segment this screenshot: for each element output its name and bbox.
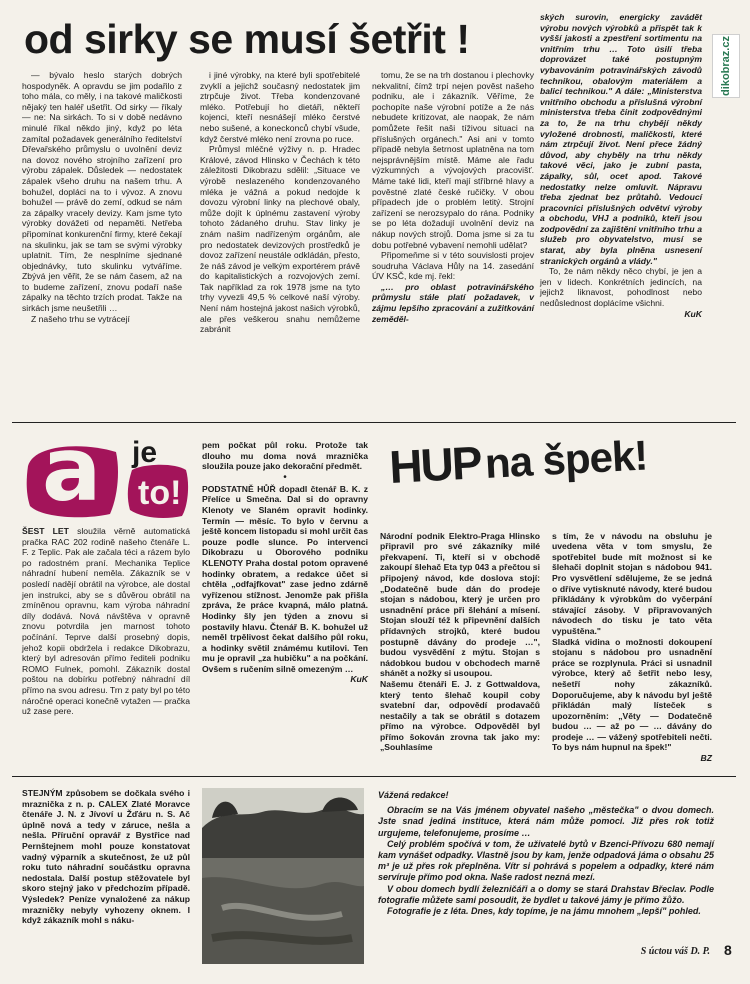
paragraph: Z našeho trhu se vytrácejí <box>31 313 130 324</box>
logo-letter: a <box>42 418 102 521</box>
logo-word-to: to! <box>138 474 182 512</box>
top-col-3 <box>372 70 534 324</box>
logo-word-je: je <box>132 436 158 469</box>
paragraph: Obracím se na Vás jménem obyvatel našeho „městečka" o dvou domech. Jste snad jediná instituce, která nám může pomoci. Již přes rok totiž urgujeme, telefonujeme, prosíme … <box>378 805 714 838</box>
top-col-4 <box>540 12 702 319</box>
paragraph: To, že nám někdy něco chybí, je jen a jen v lidech. Konkrétních jedincích, na jejichž liknavost, pohodlnost nebo nedůslednost doplácíme všichni. <box>540 266 702 309</box>
paragraph: Průmysl mléčné výživy n. p. Hradec Králové, závod Hlinsko v Čechách k této záležitosti Dikobrazu sdělil: „Situace ve výrobě neslazeného kondenzovaného mléka je vážná a pokud nedojde k dovozu výrobní linky na plechové obaly, může dojít k úplnému zastavení výroby tohoto žádaného druhu. Stav linky je znám našim nadřízeným orgánům, ale pro nedostatek devizových prostředků je dovoz zařízení neustále odkládán, přesto, že náš závod je velkým exportérem právě do kapitalistických a rozvojových zemí. Tak například za rok 1978 jsme na tyto trhy vyvezli 49,5 % celkové naší výroby. Není nám hostejná jakost našich výrobků, ale přes veškerou snahu nemůžeme zabránit <box>200 144 360 335</box>
divider <box>12 776 736 777</box>
site-badge[interactable] <box>712 34 740 98</box>
hup-title <box>388 426 648 493</box>
paragraph: — bývalo heslo starých dobrých hospodyněk. A opravdu se jim podařilo z toho mála, co měly, i na takové maličkosti nějaký ten haléř ušetřit. Od sirky — říkaly — ne: Na sirkách. To si v době nedávno minulé říkal někdo jiný, když po léta zamítal požadavek generálního ředitelství Dřevařského průmyslu o uvolnění deviz na dovoz nového strojního zařízení pro výrobu zápalek. Důsledek — nedostatek zápalek všeho druhu na našem trhu. A bohužel, dopláci na to i vývoz. A znovu bohužel — právě do zemí, odkud se nám za zápalky vracely devizy. Kam jsme tyto výrobky dovážeti od nepaměti. Netřeba připomínat konkurenční firmy, které čekají na skulinku, jak se tam se svými výrobky uplatnit. Tím, že nesplníme sjednané objednávky, tuto skulinku vytváříme. Zbývá jen věřit, že se nám časem, až na to budeme zařízení, znovu podaří naše zápalky na těchto trzích prodat. Takže na sirkách jsme neušetřili … <box>22 70 182 314</box>
top-col-2 <box>200 70 360 335</box>
author-sign: BZ <box>700 753 712 764</box>
lead-caps: ŠEST LET <box>22 526 69 536</box>
quote: „… pro oblast potravinářského průmyslu stále platí požadavek, v zájmu lepšího zpracování a zužitkování zeměděl- <box>372 281 534 324</box>
author-sign: KuK <box>684 308 702 319</box>
letter-sign: S úctou váš D. P. <box>640 946 710 957</box>
letter-heading: Vážená redakce! <box>378 790 449 800</box>
paragraph: sloužila věrně automatická pračka RAC 202 rodině našeho čtenáře L. F. z Teplic. Pak ale začala téci a rázem bylo po radostném praní. Mechanika Teplice náhradní hubení neměla. Zákazník se v posledí nadějí obrátil na výrobce, ale dostal jen instrukci, aby se s důvěrou obrátil na zmíněnou opravnu, kam výroba náhradní díly dodává. Nová návštěva v opravně znovu potvrdila jen marnost tohoto počínání. Teprve další prosebný dopis, jehož kopii obdržela i redakce Dikobrazu, který byl adresován přímo řediteli podniku ROMO Fulnek, pomohl. Zákazník dostal poštou na dobírku potřebný náhradní díl přímo na svou adresu. Trn z paty byl po této náročné operaci konečně vytažen — pračka už zase pere. <box>22 526 190 717</box>
paragraph: Fotografie je z léta. Dnes, kdy topíme, je na jámu mnohem „lepší" pohled. <box>387 906 701 917</box>
paragraph: způsobem se dočkala svého i mraznička z n. p. CALEX Zlaté Moravce čtenáře J. N. z Jívoví u Žďáru n. S. Ač úplně nová a tedy v záruce, nešla a nešla. Příruční opravář z Bystřice nad Pernštejnem mohl pouze konstatovat vadný výparník a skutečnost, že už půl roku tuto náhradní součástku opravna nedostala. Další postup stěžovatele byl skoro stejný jako v předchozím případě. Výsledek? Peníze vynaložené za nákup mrazničky nebyly vyhozeny oknem. I když zákazník mohl s náku- <box>22 788 190 926</box>
photo-image <box>202 788 364 964</box>
mid-col-2 <box>202 440 368 685</box>
author-sign: KuK <box>350 674 368 685</box>
paragraph: Národní podnik Elektro-Praga Hlinsko připravil pro své zákazníky milé překvapení. Ti, kteří si v obchodě zakoupí šlehač Eta typ 043 a přečtou si připojený návod, kde doslova stojí: „Dodatečně bude dán do prodeje stojan s nádobou, který je určen pro usnadnění práce při šlehání a mísení. Stojan slouží též k připevnění dalších přídavných strojků, které budou postupně dávány do prodeje …", budou vysvědění z mýtu. Stojan s nádobkou budou v obchodech marně shánět a nožky si usoupou. Našemu čtenáři E. J. z Gottwaldova, který tento šlehač koupil coby svatební dar, odpovědí prodavačů nestačily a tak se obrátil s dotazem přímo na výrobce. Odpověděl byl přímo šokován zrovna tak jako my: „Souhlasíme <box>380 530 540 753</box>
paragraph: dopadl čtenář B. K. z Přelíce u Smečna. Dal si do opravny Klenoty ve Slaném opravit hodinky. Termín — měsíc. To bylo v červnu a ještě koncem listopadu si mohl určit čas pouze podle slunce. Po intervenci Dikobrazu u Oborového podniku KLENOTY Praha dostal potom opravené hodinky obratem, a redakce účet si chtěla „odfajfkovat" zase jedno zdárně vyřízenou stížnost. Jenomže pak přišla zpráva, že práce kvapná, málo platná. Hodinky šly jen týden a znovu si postavily hlavu. Čtenář B. K. bohužel už neměl trpělivost čekat dalšího půl roku, a hodinky světil známému kutilovi. Ten mu je opravil „za hubičku" a na počkání. Ovšem s ručením silně omezeným … <box>202 483 369 674</box>
paragraph: i jiné výrobky, na které byli spotřebitelé zvyklí a jejichž současný nedostatek jim ztrpčuje život. Třeba kondenzované mléko. Potřebují ho dietáři, někteří kojenci, kteří nesnášejí mléko čerstvé nebo sušené, a koneckonců chybí všude, když čerstvé mléko není zrovna po ruce. <box>200 70 360 144</box>
paragraph: Celý problém spočívá v tom, že uživatelé bytů v Bzenci-Přívozu 680 nemají kam vynášet odpadky. Vlastně jsou by kam, jenže odpadová jáma o obsahu 25 m³ je už přes rok přeplněna. Vítr si pohrává s popelem a odpadky, které nám servíruje přímo pod okna. Naše radost nezná mezí. <box>378 838 714 883</box>
site-badge-label: dikobraz.cz <box>720 36 732 96</box>
hup-rest: na špek! <box>483 431 649 487</box>
mid-col-3 <box>380 520 540 753</box>
paragraph: s tím, že v návodu na obsluhu je uvedena věta v tom smyslu, že spotřebitel bude mít možnost si ke šlehači doplnit stojan s nádobou 941. Pro vysvětlení sdělujeme, že se jedná o dříve vytisknuté návody, které budou přikládány k výrobkům do vyčerpání stávající zásoby. V připravovaných návodech do tisku je tato věta vypuštěna." Sladká vidina o možnosti dokoupení stojanu s nádobou pro usnadnění práce se rozplynula. Práci si usnadnil výrobce, který ač šetřit nebo lesy, nešetří nohy zákazníků. Doporučujeme, aby k návodu byl ještě přikládán malý lísteček s upozorněním: „Věty — Dodatečně budou … — až po — … dávány do prodeje … — vážený spotřebiteli nečti. To bys nám hupnul na špek!" <box>552 530 712 753</box>
bottom-letter <box>378 790 714 917</box>
bottom-col-1 <box>22 788 190 926</box>
top-col-1 <box>22 70 182 324</box>
paragraph: V obou domech bydlí železničáři a o domy se stará Drahstav Břeclav. Podle fotografie můžete sami posoudit, že bydlet u takové jámy je přímo žůžo. <box>378 883 714 905</box>
paragraph: tomu, že se na trh dostanou i plechovky nekvalitní, čímž trpí nejen pověst našeho podniku, ale i zákazník. Věříme, že pochopíte naše výrobní potíže a že nás nebudete kritizovat, ale naopak, že nám pomůžete řešit naši tíživou situaci na příslušných orgánech." Asi ani v tomto případě nebyla šetrnost uplatněna na tom nejsprávnějším místě. Máme ale řadu výzkumných a vývojových pracovišť. Máme také lidi, kteří mají stříbrné hlavy a pověstné zlaté české ručičky. V obou případech jde o problém letitý. Strojní zařízení se nerozsypalo do rána. Podniky se po léta dožadují uvolnění deviz na nákup nových strojů. Doma jsme si za tu dobu potřebné vybavení nemohli udělat? <box>372 70 534 250</box>
quote: ských surovin, energicky zavádět výrobu nových výrobků a přispět tak k vyšší jakosti a zpestření sortimentu na vnitřním trhu … Toto úsilí třeba doprovázet také postupným vybavováním potravinářských závodů technikou, obalovým materiálem a balicí technikou." A dále: „Ministerstva vnitřního obchodu a příslušná výrobní ministerstva třeba činit zodpovědnými za to, že na trhu chybějí někdy vyložené drobnosti, maličkosti, které nám ztrpčují život. Není přece žádný důvod, aby chyběly na trhu někdy takové věci, jako je zubní pasta, zápalky, sůl, ocet apod. Takové nedostatky nelze omluvit. Nápravu třeba zjednat bez průtahů. Vedoucí pracovníci příslušných odvětví výroby a obchodu, VHJ a podniků, kteří jsou zodpovědní za zajištění vnitřního trhu a služeb pro obyvatelstvo, musí se starat, aby byla plněna usnesení stranických orgánů a vlády." <box>540 12 702 266</box>
divider <box>12 422 736 423</box>
hup-word: HUP <box>388 436 482 493</box>
mid-col-1 <box>22 526 190 717</box>
photo-waste-pit <box>202 788 364 964</box>
page-number: 8 <box>724 942 732 958</box>
paragraph: pem počkat půl roku. Protože tak dlouho mu doma nová mraznička sloužila pouze jako dekorační předmět. <box>202 440 368 472</box>
article-title: od sirky se musí šetřit ! <box>24 16 470 62</box>
lead-caps: STEJNÝM <box>22 788 63 798</box>
paragraph: Připomeňme si v této souvislosti projev soudruha Václava Hůly na 14. zasedání ÚV KSČ, kde mj. řekl: <box>372 250 534 282</box>
lead-caps: PODSTATNĚ HŮŘ <box>202 483 276 494</box>
bullet-dot: • <box>283 471 287 483</box>
logo-a-je-to <box>24 418 194 521</box>
mid-col-4 <box>552 520 712 774</box>
